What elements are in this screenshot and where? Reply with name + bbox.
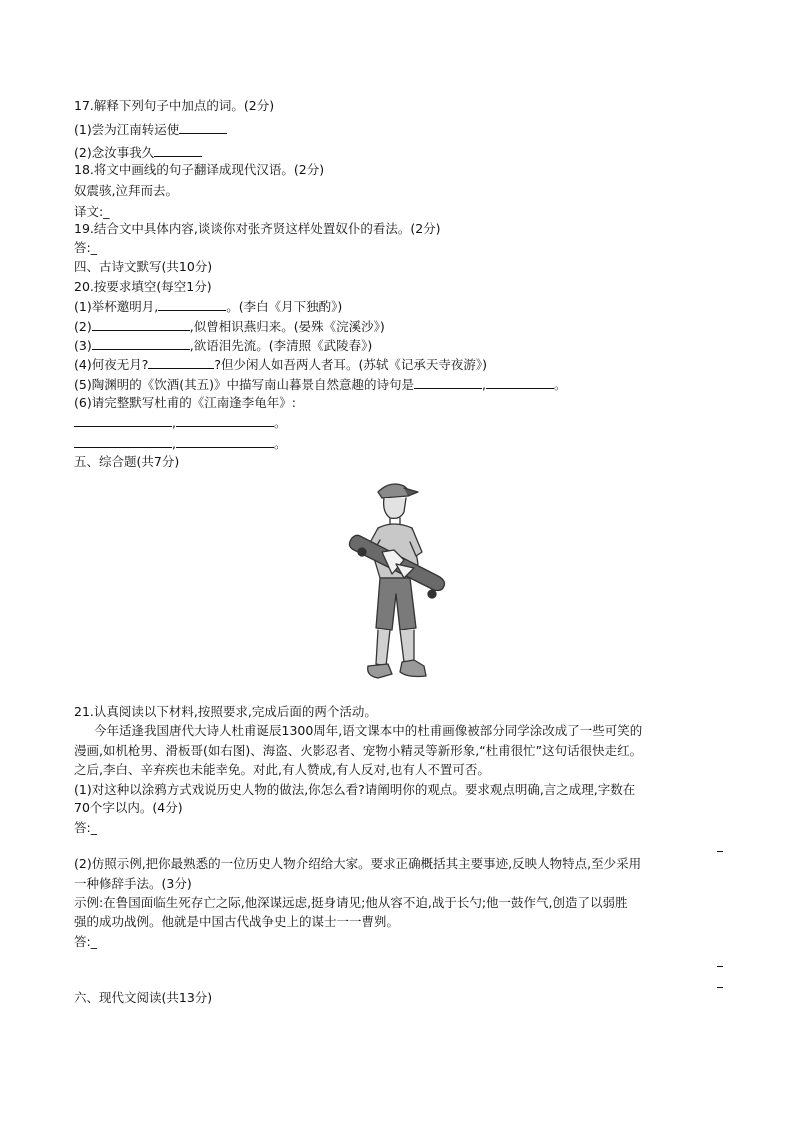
- answer-blank[interactable]: [179, 121, 227, 134]
- section-5-title: 五、综合题(共7分): [74, 454, 180, 469]
- q18-answer-label[interactable]: 译文:_: [74, 204, 110, 219]
- answer-blank[interactable]: [486, 376, 554, 389]
- q20-item-1: [74, 298, 342, 315]
- q21-sub2-line-1: (2)仿照示例,把你最熟悉的一位历史人物介绍给大家。要求正确概括其主要事迹,反映人物特点,至少采用: [74, 856, 642, 871]
- q21-material-line-2: 漫画,如机枪男、滑板哥(如右图)、海盗、火影忍者、宠物小精灵等新形象,“杜甫很忙”这句话很快走红。: [74, 743, 643, 758]
- q20-item-5-post: 。: [553, 377, 567, 392]
- answer-blank[interactable]: [414, 376, 482, 389]
- q20-item-2: [74, 318, 385, 335]
- period: 。: [273, 436, 287, 451]
- answer-blank[interactable]: [74, 435, 172, 448]
- answer-blank[interactable]: [176, 435, 274, 448]
- answer-line-end: [717, 987, 723, 988]
- section-6-title: 六、现代文阅读(共13分): [74, 990, 213, 1005]
- answer-blank[interactable]: [92, 318, 190, 331]
- answer-blank[interactable]: [158, 298, 226, 311]
- q21-title: 21.认真阅读以下材料,按照要求,完成后面的两个活动。: [74, 704, 377, 719]
- q17-item-2-text: (2)念汝事我久: [74, 145, 155, 160]
- q17-item-1: [74, 121, 227, 138]
- q20-item-2-pre: (2): [74, 319, 92, 334]
- period: 。: [273, 415, 287, 430]
- answer-line-end: [717, 966, 723, 967]
- q20-item-6: (6)请完整默写杜甫的《江南逢李龟年》:: [74, 395, 296, 410]
- q21-sub1-line-2: 70个字以内。(4分): [74, 800, 183, 815]
- q21-sub2-line-2: 一种修辞手法。(3分): [74, 876, 192, 891]
- q21-sub2-answer-label[interactable]: 答:_: [74, 934, 97, 949]
- answer-blank[interactable]: [154, 144, 202, 157]
- q20-item-5-pre: (5)陶渊明的《饮酒(其五)》中描写南山暮景自然意趣的诗句是: [74, 377, 414, 392]
- q20-item-3-post: ,欲语泪先流。(李清照《武陵春》): [189, 338, 373, 353]
- q20-item-3: [74, 337, 372, 354]
- q17-title: 17.解释下列句子中加点的词。(2分): [74, 98, 275, 113]
- q21-example-line-2: 强的成功战例。他就是中国古代战争史上的谋士一一曹刿。: [74, 914, 400, 929]
- answer-blank[interactable]: [148, 356, 214, 369]
- answer-line-end: [717, 851, 723, 852]
- q20-item-5: [74, 376, 566, 393]
- q20-item-1-pre: (1)举杯邀明月,: [74, 299, 159, 314]
- q21-sub1-answer-label[interactable]: 答:_: [74, 820, 97, 835]
- skateboard-boy-illustration: [338, 478, 450, 692]
- q20-title: 20.按要求填空(每空1分): [74, 279, 212, 294]
- q20-item-4-pre: (4)何夜无月?: [74, 357, 149, 372]
- q19-answer-label[interactable]: 答:_: [74, 240, 97, 255]
- q20-item-2-post: ,似曾相识燕归来。(晏殊《浣溪沙》): [189, 319, 385, 334]
- q20-item-1-post: 。(李白《月下独酌》): [226, 299, 343, 314]
- q21-material-line-3: 之后,李白、辛弃疾也未能幸免。对此,有人赞成,有人反对,也有人不置可否。: [74, 762, 490, 777]
- q18-sentence: 奴震骇,泣拜而去。: [74, 183, 178, 198]
- q20-item-4: [74, 356, 487, 373]
- section-4-title: 四、古诗文默写(共10分): [74, 259, 213, 274]
- q17-item-2: [74, 144, 202, 161]
- q21-sub1-line-1: (1)对这种以涂鸦方式戏说历史人物的做法,你怎么看?请阐明你的观点。要求观点明确,言之成理,字数在: [74, 782, 636, 797]
- q20-item-3-pre: (3): [74, 338, 92, 353]
- q17-item-1-text: (1)尝为江南转运使: [74, 122, 180, 137]
- comma: ,: [172, 415, 176, 430]
- q20-item-4-post: ?但少闲人如吾两人者耳。(苏轼《记承天寺夜游》): [214, 357, 487, 372]
- q21-material-line-1: 今年适逢我国唐代大诗人杜甫诞辰1300周年,语文课本中的杜甫画像被部分同学涂改成了一些可笑的: [94, 723, 643, 738]
- q19-title: 19.结合文中具体内容,谈谈你对张齐贤这样处置奴仆的看法。(2分): [74, 221, 441, 236]
- answer-blank[interactable]: [92, 337, 190, 350]
- answer-blank[interactable]: [176, 414, 274, 427]
- q20-item-6-line-1: [74, 414, 287, 431]
- comma: ,: [172, 436, 176, 451]
- answer-blank[interactable]: [74, 414, 172, 427]
- q20-item-6-line-2: [74, 435, 287, 452]
- q18-title: 18.将文中画线的句子翻译成现代汉语。(2分): [74, 162, 325, 177]
- q20-item-5-mid: ,: [481, 377, 486, 392]
- q21-example-line-1: 示例:在鲁国面临生死存亡之际,他深谋远虑,挺身请见;他从容不迫,战于长勺;他一鼓作气,创造了以弱胜: [74, 895, 628, 910]
